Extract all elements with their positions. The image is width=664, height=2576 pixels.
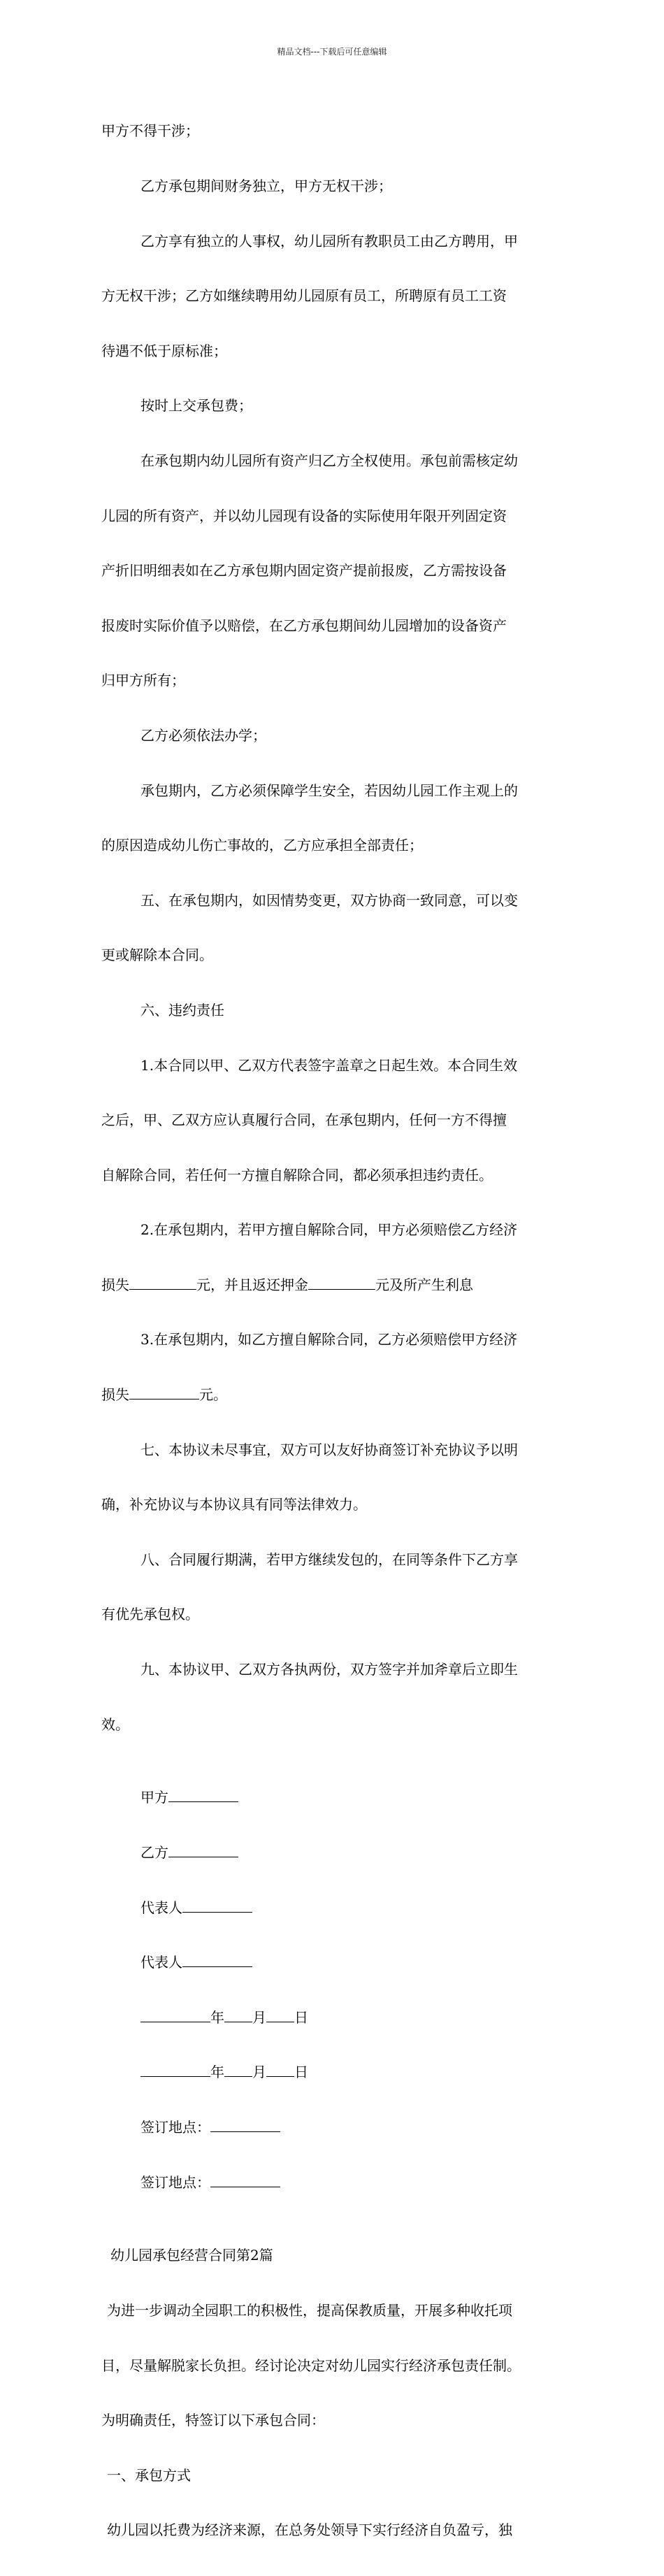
- place-label: 签订地点：: [140, 2118, 210, 2136]
- place-blank: [210, 2119, 280, 2132]
- paragraph-line: 儿园的所有资产，并以幼儿园现有设备的实际使用年限开列固定资: [101, 507, 507, 524]
- year-label: 年: [210, 2064, 224, 2081]
- signature-label: 代表人: [140, 1899, 182, 1916]
- signature-label: 乙方: [140, 1844, 168, 1862]
- paragraph-line: [101, 1276, 571, 1294]
- paragraph-line: 2.在承包期内，若甲方擅自解除合同，甲方必须赔偿乙方经济: [140, 1221, 518, 1239]
- page-header: 精品文档---下载后可任意编辑: [277, 47, 387, 57]
- text-fragment: 元，并且返还押金: [196, 1276, 308, 1293]
- signature-blank: [168, 1844, 238, 1857]
- signature-representative: [101, 1953, 571, 1971]
- year-blank: [140, 2009, 210, 2022]
- paragraph-line: 效。: [101, 1715, 129, 1733]
- signature-representative: [101, 1899, 571, 1917]
- text-fragment: 元及所产生利息: [375, 1276, 473, 1293]
- month-label: 月: [252, 2064, 266, 2081]
- paragraph-line: 方无权干涉；乙方如继续聘用幼儿园原有员工，所聘原有员工工资: [101, 287, 507, 305]
- signature-party-b: [101, 1843, 571, 1862]
- paragraph-line: 之后，甲、乙双方应认真履行合同，在承包期内，任何一方不得擅: [101, 1111, 507, 1129]
- paragraph-line: 报废时实际价值予以赔偿，在乙方承包期间幼儿园增加的设备资产: [101, 617, 507, 634]
- date-line: [101, 2008, 571, 2027]
- signature-party-a: [101, 1788, 571, 1806]
- paragraph-line: 甲方不得干涉；: [101, 122, 199, 140]
- document-body: [101, 85, 571, 2576]
- paragraph-line: 待遇不低于原标准；: [101, 342, 227, 359]
- paragraph-line: 更或解除本合同。: [101, 947, 213, 964]
- fill-in-blank: [129, 1276, 196, 1290]
- place-blank: [210, 2174, 280, 2187]
- paragraph-line: 3.在承包期内，如乙方擅自解除合同，乙方必须赔偿甲方经济: [140, 1331, 518, 1348]
- paragraph-line: 归甲方所有；: [101, 672, 185, 689]
- paragraph-line: 乙方必须依法办学；: [140, 726, 266, 744]
- fill-in-blank: [129, 1386, 199, 1399]
- paragraph-line: 有优先承包权。: [101, 1606, 199, 1623]
- day-label: 日: [294, 2008, 308, 2026]
- paragraph-line: 承包期内，乙方必须保障学生安全，若因幼儿园工作主观上的: [140, 782, 518, 799]
- paragraph-line: 九、本协议甲、乙双方各执两份，双方签字并加斧章后立即生: [140, 1661, 518, 1678]
- paragraph-line: 八、合同履行期满，若甲方继续发包的，在同等条件下乙方享: [140, 1550, 518, 1568]
- text-fragment: 损失: [101, 1386, 129, 1404]
- paragraph-line: 目，尽量解脱家长负担。经讨论决定对幼儿园实行经济承包责任制。: [101, 2356, 521, 2374]
- paragraph-line: [101, 1386, 571, 1404]
- paragraph-line: 幼儿园以托费为经济来源，在总务处领导下实行经济自负盈亏，独: [107, 2521, 512, 2539]
- signature-blank: [168, 1789, 238, 1802]
- day-blank: [266, 2064, 294, 2077]
- contract-title: 幼儿园承包经营合同第2篇: [110, 2247, 273, 2264]
- signature-label: 代表人: [140, 1954, 182, 1971]
- signature-blank: [182, 1899, 252, 1913]
- year-label: 年: [210, 2008, 224, 2026]
- signature-blank: [182, 1954, 252, 1967]
- paragraph-line: 在承包期内幼儿园所有资产归乙方全权使用。承包前需核定幼: [140, 452, 518, 469]
- paragraph-line: 1.本合同以甲、乙双方代表签字盖章之日起生效。本合同生效: [140, 1056, 518, 1074]
- section-heading: 六、违约责任: [140, 1001, 224, 1019]
- signature-label: 甲方: [140, 1789, 168, 1806]
- date-line: [101, 2063, 571, 2081]
- paragraph-line: 确，补充协议与本协议具有同等法律效力。: [101, 1496, 367, 1513]
- year-blank: [140, 2064, 210, 2077]
- signing-place: [101, 2118, 571, 2136]
- paragraph-line: 乙方享有独立的人事权，幼儿园所有教职员工由乙方聘用，甲: [140, 232, 518, 250]
- signing-place: [101, 2173, 571, 2192]
- paragraph-line: 自解除合同，若任何一方擅自解除合同，都必须承担违约责任。: [101, 1166, 493, 1183]
- paragraph-line: 为进一步调动全园职工的积极性，提高保教质量，开展多种收托项: [107, 2301, 512, 2319]
- paragraph-line: 为明确责任，特签订以下承包合同：: [101, 2412, 325, 2429]
- month-blank: [224, 2064, 252, 2077]
- paragraph-line: 按时上交承包费；: [140, 397, 252, 415]
- month-label: 月: [252, 2008, 266, 2026]
- month-blank: [224, 2009, 252, 2022]
- paragraph-line: 乙方承包期间财务独立，甲方无权干涉；: [140, 178, 392, 194]
- paragraph-line: 产折旧明细表如在乙方承包期内固定资产提前报废，乙方需按设备: [101, 562, 507, 580]
- place-label: 签订地点：: [140, 2173, 210, 2191]
- day-blank: [266, 2009, 294, 2022]
- day-label: 日: [294, 2064, 308, 2081]
- paragraph-line: 五、在承包期内，如因情势变更，双方协商一致同意，可以变: [140, 891, 518, 909]
- text-fragment: 元。: [199, 1386, 227, 1404]
- paragraph-line: 七、本协议未尽事宜，双方可以友好协商签订补充协议予以明: [140, 1441, 518, 1458]
- text-fragment: 损失: [101, 1276, 129, 1293]
- paragraph-line: 的原因造成幼儿伤亡事故的，乙方应承担全部责任；: [101, 837, 423, 854]
- section-heading: 一、承包方式: [107, 2466, 191, 2484]
- fill-in-blank: [308, 1276, 375, 1290]
